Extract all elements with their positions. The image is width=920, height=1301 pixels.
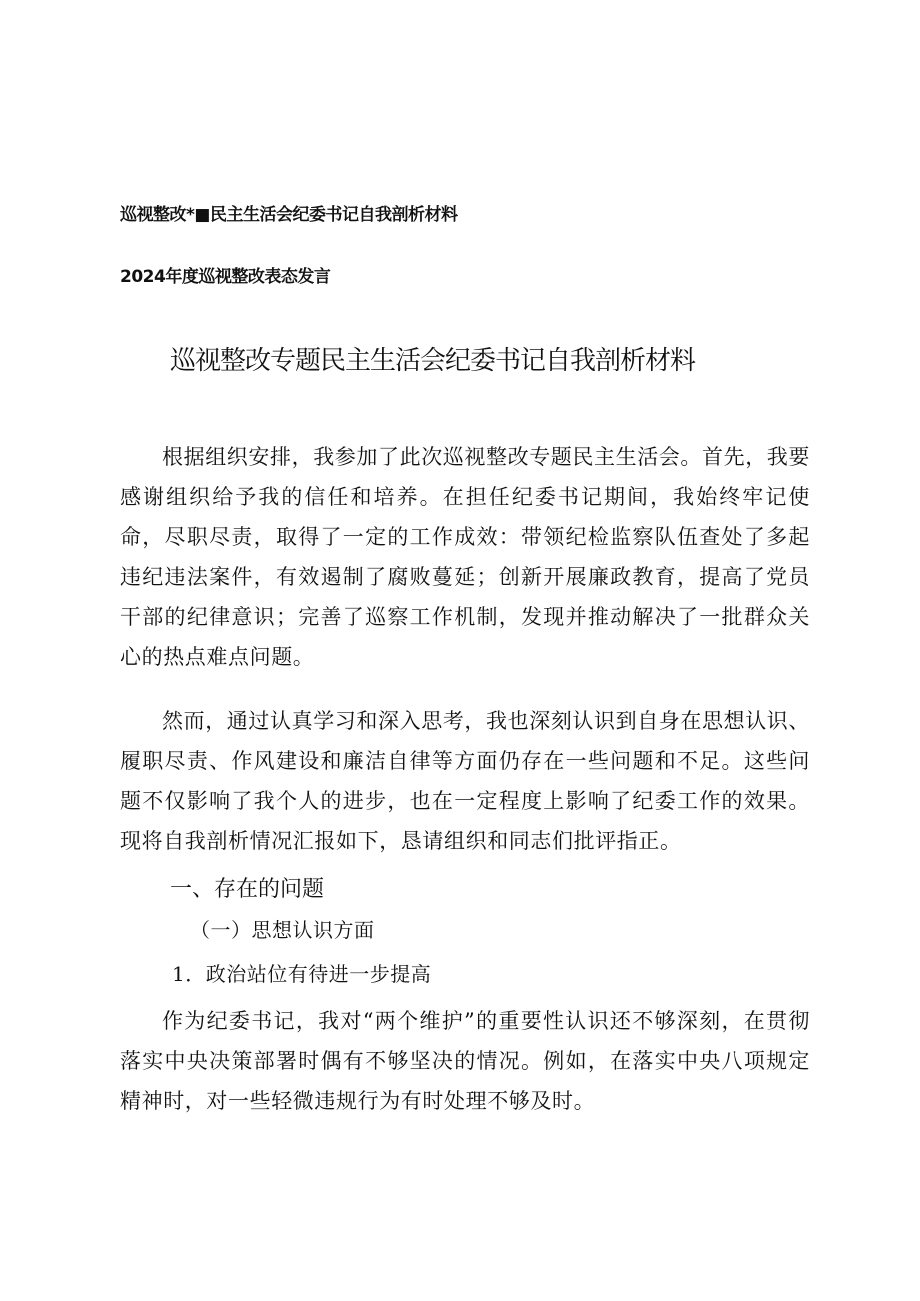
item-paragraph: 作为纪委书记，我对“两个维护”的重要性认识还不够深刻，在贯彻落实中央决策部署时偶有不够坚决的情况。例如，在落实中央八项规定精神时，对一些轻微违规行为有时处理不够及时。 [120, 1009, 810, 1113]
header-title-line: 巡视整改*■民主生活会纪委书记自我剖析材料 [120, 205, 458, 225]
section-heading: 一、存在的问题 [170, 877, 325, 902]
subsection-heading: （一）思想认识方面 [190, 918, 375, 942]
document-title: 巡视整改专题民主生活会纪委书记自我剖析材料 [170, 346, 696, 376]
item-heading: 1．政治站位有待进一步提高 [172, 962, 432, 986]
intro-paragraph: 根据组织安排，我参加了此次巡视整改专题民主生活会。首先，我要感谢组织给予我的信任和培养。在担任纪委书记期间，我始终牢记使命，尽职尽责，取得了一定的工作成效：带领纪检监察队伍查处了多起违纪违法案件，有效遏制了腐败蔓延；创新开展廉政教育，提高了党员干部的纪律意识；完善了巡察工作机制，发现并推动解决了一批群众关心的热点难点问题。 [120, 445, 810, 669]
header-subtitle-line: 2024年度巡视整改表态发言 [120, 267, 331, 287]
problem-overview-paragraph: 然而，通过认真学习和深入思考，我也深刻认识到自身在思想认识、履职尽责、作风建设和廉洁自律等方面仍存在一些问题和不足。这些问题不仅影响了我个人的进步，也在一定程度上影响了纪委工作的效果。现将自我剖析情况汇报如下，恳请组织和同志们批评指正。 [120, 709, 810, 853]
